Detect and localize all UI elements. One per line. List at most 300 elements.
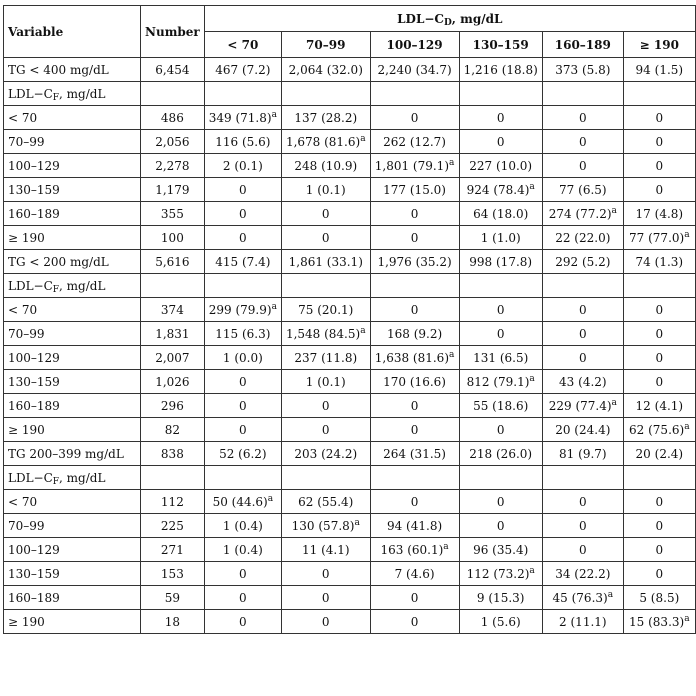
- cell-value: 45 (76.3): [552, 590, 608, 605]
- footnote-marker: a: [354, 517, 360, 528]
- empty-cell: [459, 466, 542, 490]
- table-cell: [623, 346, 695, 370]
- table-cell: [542, 586, 623, 610]
- table-cell: [204, 154, 281, 178]
- cell-value: 11 (4.1): [301, 542, 350, 557]
- cell-number: 1,026: [141, 370, 205, 394]
- table-cell: [281, 562, 370, 586]
- table-cell: 2,240 (34.7): [370, 58, 459, 82]
- empty-cell: [542, 274, 623, 298]
- table-cell: [459, 178, 542, 202]
- table-row: [4, 346, 696, 370]
- ldlcd-unit: , mg/dL: [451, 11, 503, 26]
- cell-value: 1 (0.4): [222, 518, 263, 533]
- cell-value: 227 (10.0): [469, 158, 533, 173]
- empty-cell: [623, 82, 695, 106]
- cell-value: 0: [239, 230, 247, 245]
- cell-value: 7 (4.6): [394, 566, 435, 581]
- row-label: 100–129: [4, 154, 141, 178]
- row-label: 160–189: [4, 586, 141, 610]
- table-cell: 1,861 (33.1): [281, 250, 370, 274]
- cell-value: 0: [496, 134, 505, 149]
- table-cell: [542, 154, 623, 178]
- table-cell: [542, 106, 623, 130]
- cell-value: 0: [239, 590, 247, 605]
- table-row: [4, 490, 696, 514]
- cell-value: 248 (10.9): [294, 158, 358, 173]
- cell-value: 0: [578, 158, 587, 173]
- cell-value: 0: [239, 398, 247, 413]
- table-cell: [542, 610, 623, 634]
- row-label: < 70: [4, 106, 141, 130]
- table-cell: [459, 490, 542, 514]
- table-cell: [281, 154, 370, 178]
- table-cell: 998 (17.8): [459, 250, 542, 274]
- table-cell: [370, 562, 459, 586]
- table-cell: [370, 298, 459, 322]
- cell-value: 0: [655, 326, 664, 341]
- table-cell: [623, 202, 695, 226]
- table-cell: 1,216 (18.8): [459, 58, 542, 82]
- cell-value: 0: [578, 302, 587, 317]
- table-cell: [459, 226, 542, 250]
- row-label: 130–159: [4, 562, 141, 586]
- row-label: < 70: [4, 490, 141, 514]
- empty-cell: [204, 466, 281, 490]
- table-cell: [459, 322, 542, 346]
- table-cell: [281, 490, 370, 514]
- footnote-marker: a: [360, 133, 366, 144]
- table-cell: [459, 394, 542, 418]
- cell-value: 112 (73.2): [466, 566, 530, 581]
- table-cell: [204, 370, 281, 394]
- ldlcf-unit: , mg/dL: [59, 278, 106, 293]
- footnote-marker: a: [443, 541, 449, 552]
- cell-value: 0: [496, 494, 505, 509]
- cell-value: 0: [239, 374, 247, 389]
- footnote-marker: a: [607, 589, 614, 600]
- table-cell: [370, 322, 459, 346]
- cell-value: 1 (0.1): [305, 374, 346, 389]
- table-cell: [281, 226, 370, 250]
- cell-value: 170 (16.6): [383, 374, 446, 389]
- table-cell: [459, 610, 542, 634]
- table-cell: [370, 538, 459, 562]
- cell-value: 0: [655, 494, 664, 509]
- row-label: 70–99: [4, 514, 141, 538]
- table-row-subheader: [4, 466, 696, 490]
- footnote-marker: a: [360, 325, 366, 336]
- empty-cell: [542, 82, 623, 106]
- ldlcf-sub: F: [52, 92, 60, 103]
- footnote-marker: a: [449, 349, 455, 360]
- column-header-70-99: 70–99: [281, 32, 370, 58]
- table-row: [4, 298, 696, 322]
- row-label: ≥ 190: [4, 418, 141, 442]
- table-cell: [281, 322, 370, 346]
- empty-cell: [281, 274, 370, 298]
- table-cell: [623, 370, 695, 394]
- cell-number: 838: [141, 442, 205, 466]
- table-cell: [204, 346, 281, 370]
- ldlcf-sub: F: [52, 476, 60, 487]
- cell-value: 12 (4.1): [635, 398, 684, 413]
- table-cell: [204, 130, 281, 154]
- cell-value: 0: [578, 110, 587, 125]
- empty-cell: [623, 466, 695, 490]
- table-cell: [623, 514, 695, 538]
- table-cell: [281, 370, 370, 394]
- table-cell: [281, 586, 370, 610]
- table-cell: [459, 106, 542, 130]
- table-cell: [281, 394, 370, 418]
- table-cell: [542, 130, 623, 154]
- table-cell: [542, 394, 623, 418]
- table-cell: 81 (9.7): [542, 442, 623, 466]
- cell-value: 0: [655, 182, 664, 197]
- footnote-marker: a: [529, 565, 535, 576]
- table-row: [4, 322, 696, 346]
- cell-value: 177 (15.0): [383, 182, 446, 197]
- cell-number: 6,454: [141, 58, 205, 82]
- cell-value: 0: [321, 230, 330, 245]
- table-cell: [542, 178, 623, 202]
- table-cell: [204, 586, 281, 610]
- ldlcd-main: LDL−C: [397, 11, 444, 26]
- cell-value: 0: [578, 518, 587, 533]
- table-cell: [542, 298, 623, 322]
- table-row: [4, 514, 696, 538]
- table-cell: 1,976 (35.2): [370, 250, 459, 274]
- table-cell: [370, 202, 459, 226]
- cell-number: 5,616: [141, 250, 205, 274]
- cell-value: 924 (78.4): [466, 182, 530, 197]
- table-row: [4, 154, 696, 178]
- column-header-lt70: < 70: [204, 32, 281, 58]
- table-cell: [281, 202, 370, 226]
- table-cell: [204, 322, 281, 346]
- table-cell: [281, 418, 370, 442]
- table-cell: [281, 130, 370, 154]
- table-cell: [281, 538, 370, 562]
- cell-value: 5 (8.5): [639, 590, 680, 605]
- cell-value: 0: [410, 494, 419, 509]
- cell-value: 1 (0.1): [305, 182, 346, 197]
- row-label: 100–129: [4, 346, 141, 370]
- cell-value: 1 (0.4): [222, 542, 263, 557]
- cell-value: 299 (79.9): [208, 302, 272, 317]
- table-cell: [204, 610, 281, 634]
- cell-value: 0: [655, 350, 664, 365]
- column-header-variable: Variable: [4, 6, 141, 58]
- table-cell: [542, 226, 623, 250]
- cell-value: 0: [410, 230, 419, 245]
- cell-value: 0: [578, 542, 587, 557]
- table-cell: [281, 514, 370, 538]
- cell-value: 62 (55.4): [298, 494, 354, 509]
- cell-value: 0: [496, 518, 505, 533]
- cell-value: 274 (77.2): [548, 206, 612, 221]
- empty-cell: [370, 274, 459, 298]
- table-cell: [370, 586, 459, 610]
- cell-value: 0: [239, 422, 247, 437]
- table-cell: [459, 586, 542, 610]
- footnote-marker: a: [529, 373, 535, 384]
- empty-cell: [204, 82, 281, 106]
- empty-cell: [459, 274, 542, 298]
- cell-value: 43 (4.2): [559, 374, 607, 389]
- cell-value: 0: [655, 518, 664, 533]
- cell-value: 168 (9.2): [386, 326, 443, 341]
- table-cell: [370, 178, 459, 202]
- row-label: 160–189: [4, 202, 141, 226]
- table-cell: [623, 226, 695, 250]
- column-header-130-159: 130–159: [459, 32, 542, 58]
- footnote-marker: a: [611, 397, 617, 408]
- cell-number: 225: [141, 514, 205, 538]
- table-cell: [281, 106, 370, 130]
- table-cell: [204, 562, 281, 586]
- cell-value: 116 (5.6): [215, 134, 271, 149]
- table-cell: [623, 586, 695, 610]
- table-cell: [542, 514, 623, 538]
- table-cell: 203 (24.2): [281, 442, 370, 466]
- column-header-ge190: ≥ 190: [623, 32, 695, 58]
- cell-value: 0: [496, 302, 505, 317]
- cell-value: 77 (6.5): [559, 182, 607, 197]
- empty-cell: [281, 82, 370, 106]
- table-cell: [281, 610, 370, 634]
- cell-number: 2,007: [141, 346, 205, 370]
- cell-value: 96 (35.4): [473, 542, 529, 557]
- cell-value: 0: [578, 494, 587, 509]
- table-cell: 52 (6.2): [204, 442, 281, 466]
- table-cell: [459, 154, 542, 178]
- table-cell: [204, 298, 281, 322]
- ldlcf-main: LDL−C: [8, 470, 53, 485]
- empty-cell: [542, 466, 623, 490]
- footnote-marker: a: [684, 421, 690, 432]
- cell-value: 0: [578, 350, 587, 365]
- table-cell: [204, 202, 281, 226]
- cell-value: 0: [321, 614, 330, 629]
- cell-value: 0: [496, 326, 505, 341]
- column-header-100-129: 100–129: [370, 32, 459, 58]
- cell-number: 1,179: [141, 178, 205, 202]
- table-cell: [542, 418, 623, 442]
- table-row: [4, 370, 696, 394]
- table-row: [4, 610, 696, 634]
- table-row: [4, 130, 696, 154]
- table-cell: [542, 562, 623, 586]
- ldlcd-sub: D: [443, 17, 452, 28]
- cell-value: 0: [321, 590, 330, 605]
- empty-cell: [141, 274, 205, 298]
- table-cell: [542, 490, 623, 514]
- cell-value: 17 (4.8): [635, 206, 684, 221]
- cell-value: 0: [655, 110, 664, 125]
- row-label: 130–159: [4, 178, 141, 202]
- footnote-marker: a: [271, 109, 277, 120]
- table-row: [4, 538, 696, 562]
- footnote-marker: a: [449, 157, 455, 168]
- cell-number: 153: [141, 562, 205, 586]
- empty-cell: [281, 466, 370, 490]
- row-label: 100–129: [4, 538, 141, 562]
- table-row: [4, 586, 696, 610]
- table-cell: [459, 298, 542, 322]
- empty-cell: [204, 274, 281, 298]
- table-row: [4, 106, 696, 130]
- cell-value: 0: [655, 374, 664, 389]
- table-cell: 2,064 (32.0): [281, 58, 370, 82]
- table-row-subheader: [4, 82, 696, 106]
- cell-value: 130 (57.8): [291, 518, 355, 533]
- ldl-comparison-table-wrapper: [3, 5, 696, 634]
- cell-value: 0: [496, 422, 505, 437]
- empty-cell: [141, 466, 205, 490]
- cell-number: 2,278: [141, 154, 205, 178]
- cell-value: 0: [321, 566, 330, 581]
- cell-value: 163 (60.1): [380, 542, 444, 557]
- table-cell: [542, 322, 623, 346]
- table-row-summary: [4, 58, 696, 82]
- cell-value: 1 (5.6): [480, 614, 521, 629]
- column-group-ldlcd: [204, 6, 695, 32]
- cell-number: 100: [141, 226, 205, 250]
- table-cell: 415 (7.4): [204, 250, 281, 274]
- ldlcf-label: [4, 82, 141, 106]
- table-cell: 264 (31.5): [370, 442, 459, 466]
- table-cell: [542, 538, 623, 562]
- table-cell: [459, 418, 542, 442]
- cell-value: 1,638 (81.6): [374, 350, 449, 365]
- table-cell: 292 (5.2): [542, 250, 623, 274]
- tg-group-label: TG 200–399 mg/dL: [4, 442, 141, 466]
- footnote-marker: a: [684, 229, 690, 240]
- cell-value: 2 (11.1): [559, 614, 607, 629]
- cell-value: 0: [496, 110, 505, 125]
- cell-value: 94 (41.8): [386, 518, 443, 533]
- cell-number: 296: [141, 394, 205, 418]
- footnote-marker: a: [267, 493, 274, 504]
- table-cell: [459, 202, 542, 226]
- table-cell: [623, 322, 695, 346]
- table-cell: 74 (1.3): [623, 250, 695, 274]
- cell-number: 2,056: [141, 130, 205, 154]
- table-cell: [204, 418, 281, 442]
- table-cell: [370, 418, 459, 442]
- cell-value: 0: [410, 590, 419, 605]
- table-row: [4, 418, 696, 442]
- cell-value: 0: [410, 302, 419, 317]
- cell-value: 22 (22.0): [555, 230, 611, 245]
- table-cell: [459, 130, 542, 154]
- table-cell: [370, 394, 459, 418]
- cell-value: 0: [410, 398, 419, 413]
- table-row: [4, 202, 696, 226]
- table-cell: 373 (5.8): [542, 58, 623, 82]
- empty-cell: [141, 82, 205, 106]
- table-cell: [459, 538, 542, 562]
- table-cell: [459, 514, 542, 538]
- table-cell: [370, 610, 459, 634]
- cell-value: 0: [410, 614, 419, 629]
- cell-number: 82: [141, 418, 205, 442]
- cell-number: 355: [141, 202, 205, 226]
- table-cell: [623, 490, 695, 514]
- row-label: < 70: [4, 298, 141, 322]
- table-cell: [542, 370, 623, 394]
- table-cell: [204, 490, 281, 514]
- cell-value: 0: [410, 110, 419, 125]
- table-cell: [204, 178, 281, 202]
- cell-value: 62 (75.6): [629, 422, 685, 437]
- cell-value: 34 (22.2): [555, 566, 611, 581]
- table-cell: [623, 418, 695, 442]
- table-row-subheader: [4, 274, 696, 298]
- cell-value: 812 (79.1): [466, 374, 530, 389]
- cell-number: 1,831: [141, 322, 205, 346]
- row-label: 130–159: [4, 370, 141, 394]
- cell-value: 0: [239, 614, 247, 629]
- table-cell: 20 (2.4): [623, 442, 695, 466]
- footnote-marker: a: [271, 301, 277, 312]
- ldlcf-sub: F: [52, 284, 60, 295]
- cell-value: 0: [578, 326, 587, 341]
- cell-value: 0: [239, 182, 247, 197]
- table-cell: [204, 514, 281, 538]
- cell-value: 229 (77.4): [548, 398, 612, 413]
- empty-cell: [370, 466, 459, 490]
- cell-value: 1,801 (79.1): [374, 158, 449, 173]
- cell-number: 486: [141, 106, 205, 130]
- table-cell: [370, 370, 459, 394]
- table-row: [4, 178, 696, 202]
- table-cell: [281, 346, 370, 370]
- cell-value: 0: [655, 542, 664, 557]
- table-cell: [623, 106, 695, 130]
- empty-cell: [623, 274, 695, 298]
- table-cell: [459, 346, 542, 370]
- row-label: 70–99: [4, 130, 141, 154]
- ldlcf-unit: , mg/dL: [59, 470, 106, 485]
- table-cell: 94 (1.5): [623, 58, 695, 82]
- cell-value: 0: [655, 302, 664, 317]
- table-cell: [370, 514, 459, 538]
- table-cell: [623, 610, 695, 634]
- table-cell: [623, 130, 695, 154]
- table-cell: 467 (7.2): [204, 58, 281, 82]
- table-cell: [542, 202, 623, 226]
- row-label: ≥ 190: [4, 610, 141, 634]
- tg-group-label: TG < 200 mg/dL: [4, 250, 141, 274]
- ldlcf-unit: , mg/dL: [59, 86, 106, 101]
- table-cell: [370, 226, 459, 250]
- table-cell: [204, 106, 281, 130]
- footnote-marker: a: [529, 181, 535, 192]
- cell-value: 0: [655, 566, 664, 581]
- ldl-comparison-table: [3, 5, 696, 634]
- cell-value: 55 (18.6): [473, 398, 529, 413]
- cell-value: 1,548 (84.5): [285, 326, 361, 341]
- cell-value: 0: [655, 158, 664, 173]
- cell-value: 1 (0.0): [222, 350, 263, 365]
- table-cell: [204, 226, 281, 250]
- cell-value: 0: [239, 206, 247, 221]
- column-header-160-189: 160–189: [542, 32, 623, 58]
- cell-value: 115 (6.3): [215, 326, 271, 341]
